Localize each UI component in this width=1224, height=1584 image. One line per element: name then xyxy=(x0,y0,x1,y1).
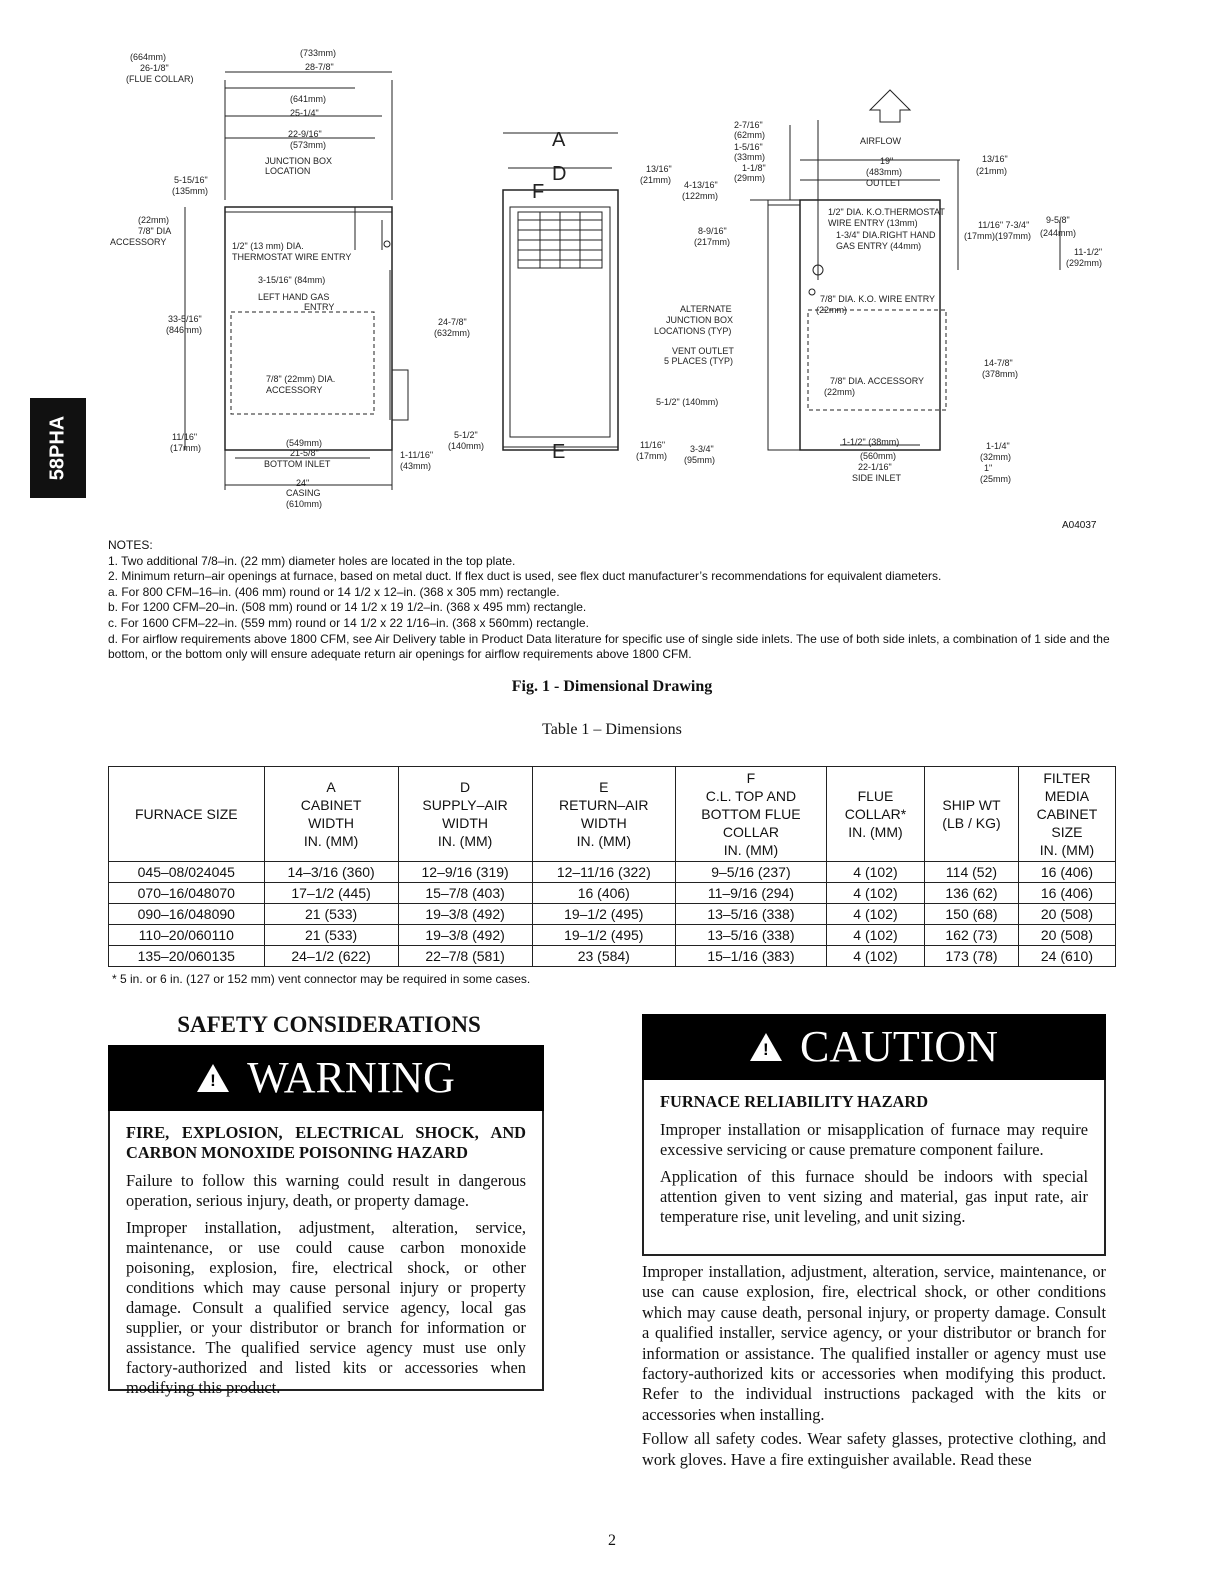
table-cell: 20 (508) xyxy=(1018,925,1115,946)
dim-label: (560mm) xyxy=(860,451,897,461)
note-item: 1. Two additional 7/8–in. (22 mm) diameter holes are located in the top plate. xyxy=(108,553,516,568)
table-cell: 070–16/048070 xyxy=(109,883,265,904)
table-cell: 16 (406) xyxy=(532,883,675,904)
section-title: SAFETY CONSIDERATIONS xyxy=(177,1012,481,1037)
dim-label: (378mm) xyxy=(982,369,1019,379)
warning-paragraph: Improper installation, adjustment, alteration, service, maintenance, or use could cause carbon monoxide poisoning, explosion, fire, electrical shock, or other conditions which may cause personal injury or property damage. Consult a qualified service agency, local gas supplier, or your distributor or branch for information or assistance. The qualified service agency must use only factory-authorized and listed kits or accessories when modifying this product. xyxy=(126,1218,526,1397)
header-line: IN. (MM) xyxy=(723,842,779,858)
table-body xyxy=(109,862,1116,967)
dim-label-f: F xyxy=(532,181,545,203)
table-header-cell xyxy=(675,767,826,862)
header-line: CABINET xyxy=(300,797,362,813)
table-cell: 21 (533) xyxy=(264,925,398,946)
dim-label: 7/8" (22mm) DIA. xyxy=(266,374,336,384)
caution-paragraph: Improper installation or misapplication of furnace may require excessive servicing or cause premature component failure. xyxy=(660,1120,1088,1159)
header-line: IN. (MM) xyxy=(437,833,493,849)
dim-label: (43mm) xyxy=(400,461,431,471)
figure-id: A04037 xyxy=(1062,520,1097,531)
dim-label: 1-5/16" xyxy=(734,142,763,152)
header-line: IN. (MM) xyxy=(303,833,359,849)
dim-label: CASING xyxy=(286,488,321,498)
dim-label: LOCATION xyxy=(265,166,311,176)
table-header-cell xyxy=(398,767,532,862)
note-item: c. For 1600 CFM–22–in. (559 mm) round or 14 1/2 x 22 1/16–in. (368 x 560mm) rectangle. xyxy=(108,615,589,630)
dim-label: JUNCTION BOX xyxy=(265,156,333,166)
dim-label: 19" xyxy=(880,156,894,166)
table-cell: 16 (406) xyxy=(1018,862,1115,883)
table-cell: 4 (102) xyxy=(826,946,924,967)
table-row xyxy=(109,946,1116,967)
dim-label: 13/16" xyxy=(646,164,672,174)
warning-label: WARNING xyxy=(247,1053,455,1102)
figure-caption: Fig. 1 - Dimensional Drawing xyxy=(511,678,713,695)
dim-label: 1-1/2" (38mm) xyxy=(842,437,900,447)
table-header-cell xyxy=(1018,767,1115,862)
header-line: RETURN–AIR xyxy=(559,797,649,813)
caution-paragraph: Application of this furnace should be indoors with special attention given to vent sizing and material, gas input rate, air temperature rise, unit leveling, and unit sizing. xyxy=(660,1167,1088,1226)
side-tab-label: 58PHA xyxy=(46,415,69,481)
dim-label: (29mm) xyxy=(734,173,765,183)
header-line: WIDTH xyxy=(308,815,355,831)
dim-label: (22mm) xyxy=(816,305,847,315)
caution-icon xyxy=(750,1033,782,1061)
dim-label: 3-15/16" (84mm) xyxy=(258,275,326,285)
table-cell: 110–20/060110 xyxy=(109,925,265,946)
table-cell: 17–1/2 (445) xyxy=(264,883,398,904)
dim-label: 1" xyxy=(984,463,993,473)
table-cell: 150 (68) xyxy=(925,904,1019,925)
dim-label: ACCESSORY xyxy=(110,237,167,247)
table-cell: 045–08/024045 xyxy=(109,862,265,883)
dim-label: (641mm) xyxy=(290,94,327,104)
dimensional-drawing xyxy=(100,40,1120,510)
table-row xyxy=(109,925,1116,946)
table-cell: 15–7/8 (403) xyxy=(398,883,532,904)
table-cell: 24 (610) xyxy=(1018,946,1115,967)
dim-label: (17mm)(197mm) xyxy=(964,231,1032,241)
table-cell: 19–3/8 (492) xyxy=(398,925,532,946)
header-line: BOTTOM FLUE xyxy=(701,806,801,822)
dim-label: 11/16" xyxy=(172,432,198,442)
header-line: IN. (MM) xyxy=(848,824,903,840)
dim-label: (122mm) xyxy=(682,191,719,201)
dim-label: (33mm) xyxy=(734,152,765,162)
header-line: COLLAR xyxy=(722,824,779,840)
dim-label: 9-5/8" xyxy=(1046,215,1070,225)
body-paragraph: Improper installation, adjustment, alteration, service, maintenance, or use can cause explosion, fire, electrical shock, or other conditions which may cause death, personal injury, or property damage. Consult a qualified installer, service agency, or your distributor or branch for information or assistance. The qualified installer or agency must use factory-authorized kits or accessories when modifying this product. Refer to the individual instructions packaged with the kits or accessories when installing. xyxy=(642,1262,1106,1424)
header-line: MEDIA xyxy=(1044,788,1090,804)
header-line: FILTER xyxy=(1043,770,1091,786)
table-cell: 4 (102) xyxy=(826,883,924,904)
dim-label: (244mm) xyxy=(1040,228,1077,238)
table-caption: Table 1 – Dimensions xyxy=(542,721,682,738)
warning-paragraph: Failure to follow this warning could result in dangerous operation, serious injury, death, or property damage. xyxy=(126,1171,526,1210)
dim-label: 1-1/8" xyxy=(742,163,766,173)
dim-label: AIRFLOW xyxy=(860,136,902,146)
dim-label: 4-13/16" xyxy=(684,180,718,190)
dim-label: (FLUE COLLAR) xyxy=(126,74,194,84)
dim-label: 1-1/4" xyxy=(986,441,1010,451)
dim-label: 7/8" DIA. ACCESSORY xyxy=(830,376,925,386)
caution-box xyxy=(642,1014,1106,1256)
dim-label: OUTLET xyxy=(866,178,902,188)
table-cell: 090–16/048090 xyxy=(109,904,265,925)
dim-label: (21mm) xyxy=(640,175,671,185)
dim-label: LEFT HAND GAS xyxy=(258,292,330,302)
dim-label: 7/8" DIA. K.O. WIRE ENTRY xyxy=(820,294,936,304)
table-header-row xyxy=(109,767,1116,862)
table-cell: 12–11/16 (322) xyxy=(532,862,675,883)
dim-label: 13/16" xyxy=(982,154,1008,164)
dim-label: 21-5/8" xyxy=(290,448,319,458)
header-line: IN. (MM) xyxy=(576,833,631,849)
table-header-cell xyxy=(826,767,924,862)
dim-label: ACCESSORY xyxy=(266,385,323,395)
body-text xyxy=(642,1262,1106,1474)
dim-label: (610mm) xyxy=(286,499,323,509)
dim-label: (22mm) xyxy=(138,215,169,225)
table-cell: 22–7/8 (581) xyxy=(398,946,532,967)
table-cell: 19–1/2 (495) xyxy=(532,925,675,946)
dim-label: 24-7/8" xyxy=(438,317,467,327)
dim-label: (549mm) xyxy=(286,438,323,448)
dim-label: (846mm) xyxy=(166,325,203,335)
dim-label: JUNCTION BOX xyxy=(666,315,734,325)
dim-label: 1-3/4" DIA.RIGHT HAND xyxy=(836,230,936,240)
header-line: A xyxy=(326,779,336,795)
table-cell: 15–1/16 (383) xyxy=(675,946,826,967)
dim-label: (21mm) xyxy=(976,166,1007,176)
table-cell: 114 (52) xyxy=(925,862,1019,883)
warning-heading: FIRE, EXPLOSION, ELECTRICAL SHOCK, AND CARBON MONOXIDE POISONING HAZARD xyxy=(126,1123,526,1162)
warning-icon xyxy=(197,1064,229,1092)
warning-icon-mark: ! xyxy=(210,1070,216,1090)
note-item: 2. Minimum return–air openings at furnace, based on metal duct. If flex duct is used, see flex duct manufacturer’s recommendations for equivalent diameters. xyxy=(108,569,942,584)
dim-label: 22-1/16" xyxy=(858,462,892,472)
header-line: SUPPLY–AIR xyxy=(422,797,508,813)
table-cell: 4 (102) xyxy=(826,925,924,946)
header-line: C.L. TOP AND xyxy=(705,788,797,804)
dimensions-table xyxy=(108,766,1116,967)
table-cell: 4 (102) xyxy=(826,904,924,925)
dim-label: (664mm) xyxy=(130,52,167,62)
table-cell: 12–9/16 (319) xyxy=(398,862,532,883)
dim-label: 8-9/16" xyxy=(698,226,727,236)
table-cell: 173 (78) xyxy=(925,946,1019,967)
header-line: WIDTH xyxy=(580,815,627,831)
table-cell: 13–5/16 (338) xyxy=(675,925,826,946)
header-line: D xyxy=(460,779,471,795)
dim-label-a: A xyxy=(552,129,566,151)
dim-label: 22-9/16" xyxy=(288,129,322,139)
dim-label: (135mm) xyxy=(172,186,209,196)
dim-label: THERMOSTAT WIRE ENTRY xyxy=(232,252,352,262)
header-line: WIDTH xyxy=(442,815,489,831)
dim-label: (483mm) xyxy=(866,167,903,177)
dim-label: (95mm) xyxy=(684,455,715,465)
dim-label: (733mm) xyxy=(300,48,337,58)
header-line: (LB / KG) xyxy=(942,815,1001,831)
dim-label-e: E xyxy=(552,441,566,463)
warning-box xyxy=(108,1045,544,1397)
table-cell: 19–1/2 (495) xyxy=(532,904,675,925)
header-line: FLUE xyxy=(857,788,894,804)
table-cell: 19–3/8 (492) xyxy=(398,904,532,925)
table-cell: 136 (62) xyxy=(925,883,1019,904)
warning-header xyxy=(108,1045,544,1111)
header-line: SHIP WT xyxy=(942,797,1001,813)
dim-label: ALTERNATE xyxy=(680,304,732,314)
dim-label-d: D xyxy=(552,163,567,185)
table-cell: 21 (533) xyxy=(264,904,398,925)
dim-label: 24" xyxy=(296,478,310,488)
table-cell: 135–20/060135 xyxy=(109,946,265,967)
table-header-cell xyxy=(264,767,398,862)
dim-label: 25-1/4" xyxy=(290,108,319,118)
note-item: a. For 800 CFM–16–in. (406 mm) round or 14 1/2 x 12–in. (368 x 305 mm) rectangle. xyxy=(108,584,560,599)
dim-label: 3-3/4" xyxy=(690,444,714,454)
dim-label: 5-1/2" xyxy=(454,430,478,440)
table-footnote: * 5 in. or 6 in. (127 or 152 mm) vent connector may be required in some cases. xyxy=(112,972,531,986)
dim-label: 14-7/8" xyxy=(984,358,1013,368)
dim-label: (17mm) xyxy=(170,443,201,453)
dim-label: (17mm) xyxy=(636,451,667,461)
header-line: F xyxy=(746,770,756,786)
dim-label: GAS ENTRY (44mm) xyxy=(836,241,922,251)
dim-label: 1/2" DIA. K.O.THERMOSTAT xyxy=(828,207,945,217)
dim-label: (32mm) xyxy=(980,452,1011,462)
header-line: E xyxy=(599,779,609,795)
header-line: FURNACE SIZE xyxy=(134,806,238,822)
table-cell: 162 (73) xyxy=(925,925,1019,946)
caution-heading: FURNACE RELIABILITY HAZARD xyxy=(660,1092,929,1111)
table-cell: 23 (584) xyxy=(532,946,675,967)
table-header-cell xyxy=(532,767,675,862)
dim-label: 2-7/16" xyxy=(734,120,763,130)
note-item: d. For airflow requirements above 1800 CFM, see Air Delivery table in Product Data literature for specific use of single side inlets. The use of both side inlets, a combination of 1 side and the bottom, or the bottom only will ensure adequate return air openings for airflow requirements above 1800 CFM. xyxy=(108,631,1110,662)
table-cell: 9–5/16 (237) xyxy=(675,862,826,883)
table-cell: 13–5/16 (338) xyxy=(675,904,826,925)
table-cell: 4 (102) xyxy=(826,862,924,883)
dim-label: (573mm) xyxy=(290,140,327,150)
table-row xyxy=(109,862,1116,883)
caution-header xyxy=(642,1014,1106,1080)
dim-label: (140mm) xyxy=(448,441,485,451)
header-line: COLLAR* xyxy=(844,806,907,822)
page-number: 2 xyxy=(608,1532,616,1549)
dim-label: WIRE ENTRY (13mm) xyxy=(828,218,918,228)
dim-label: (217mm) xyxy=(694,237,731,247)
table-cell: 14–3/16 (360) xyxy=(264,862,398,883)
header-line: IN. (MM) xyxy=(1039,842,1095,858)
table-cell: 16 (406) xyxy=(1018,883,1115,904)
table-cell: 20 (508) xyxy=(1018,904,1115,925)
table-row xyxy=(109,904,1116,925)
dim-label: 7/8" DIA xyxy=(138,226,172,236)
header-line: SIZE xyxy=(1051,824,1083,840)
dim-label: BOTTOM INLET xyxy=(264,459,331,469)
dim-label: (22mm) xyxy=(824,387,855,397)
dim-label: ENTRY xyxy=(304,302,335,312)
dim-label: 1-11/16" xyxy=(400,450,434,460)
dim-label: 33-5/16" xyxy=(168,314,202,324)
dim-label: 5-15/16" xyxy=(174,175,208,185)
dim-label: 5-1/2" (140mm) xyxy=(656,397,719,407)
dim-label: SIDE INLET xyxy=(852,473,902,483)
dim-label: 28-7/8" xyxy=(305,62,334,72)
caution-icon-mark: ! xyxy=(763,1039,769,1059)
body-paragraph: Follow all safety codes. Wear safety glasses, protective clothing, and work gloves. Have a fire extinguisher available. Read these xyxy=(642,1429,1106,1469)
side-tab xyxy=(30,398,86,498)
dim-label: 11/16" xyxy=(640,440,666,450)
dim-label: VENT OUTLET xyxy=(672,346,734,356)
caution-label: CAUTION xyxy=(800,1022,998,1071)
header-line: CABINET xyxy=(1036,806,1098,822)
dim-label: (62mm) xyxy=(734,130,765,140)
dim-label: 5 PLACES (TYP) xyxy=(664,356,734,366)
dim-label: 1/2" (13 mm) DIA. xyxy=(232,241,304,251)
notes-title: NOTES: xyxy=(108,538,153,552)
note-item: b. For 1200 CFM–20–in. (508 mm) round or 14 1/2 x 19 1/2–in. (368 x 495 mm) rectangle. xyxy=(108,600,587,615)
table-row xyxy=(109,883,1116,904)
dim-label: 11/16" 7-3/4" xyxy=(978,220,1030,230)
dim-label: (632mm) xyxy=(434,328,471,338)
notes xyxy=(108,538,1118,663)
table-cell: 11–9/16 (294) xyxy=(675,883,826,904)
dim-label: LOCATIONS (TYP) xyxy=(654,326,732,336)
dim-label: 26-1/8" xyxy=(140,63,169,73)
dim-label: (292mm) xyxy=(1066,258,1103,268)
table-cell: 24–1/2 (622) xyxy=(264,946,398,967)
table-header-cell xyxy=(925,767,1019,862)
dim-label: 11-1/2" xyxy=(1074,247,1103,257)
table-header-cell xyxy=(109,767,265,862)
dim-label: (25mm) xyxy=(980,474,1011,484)
